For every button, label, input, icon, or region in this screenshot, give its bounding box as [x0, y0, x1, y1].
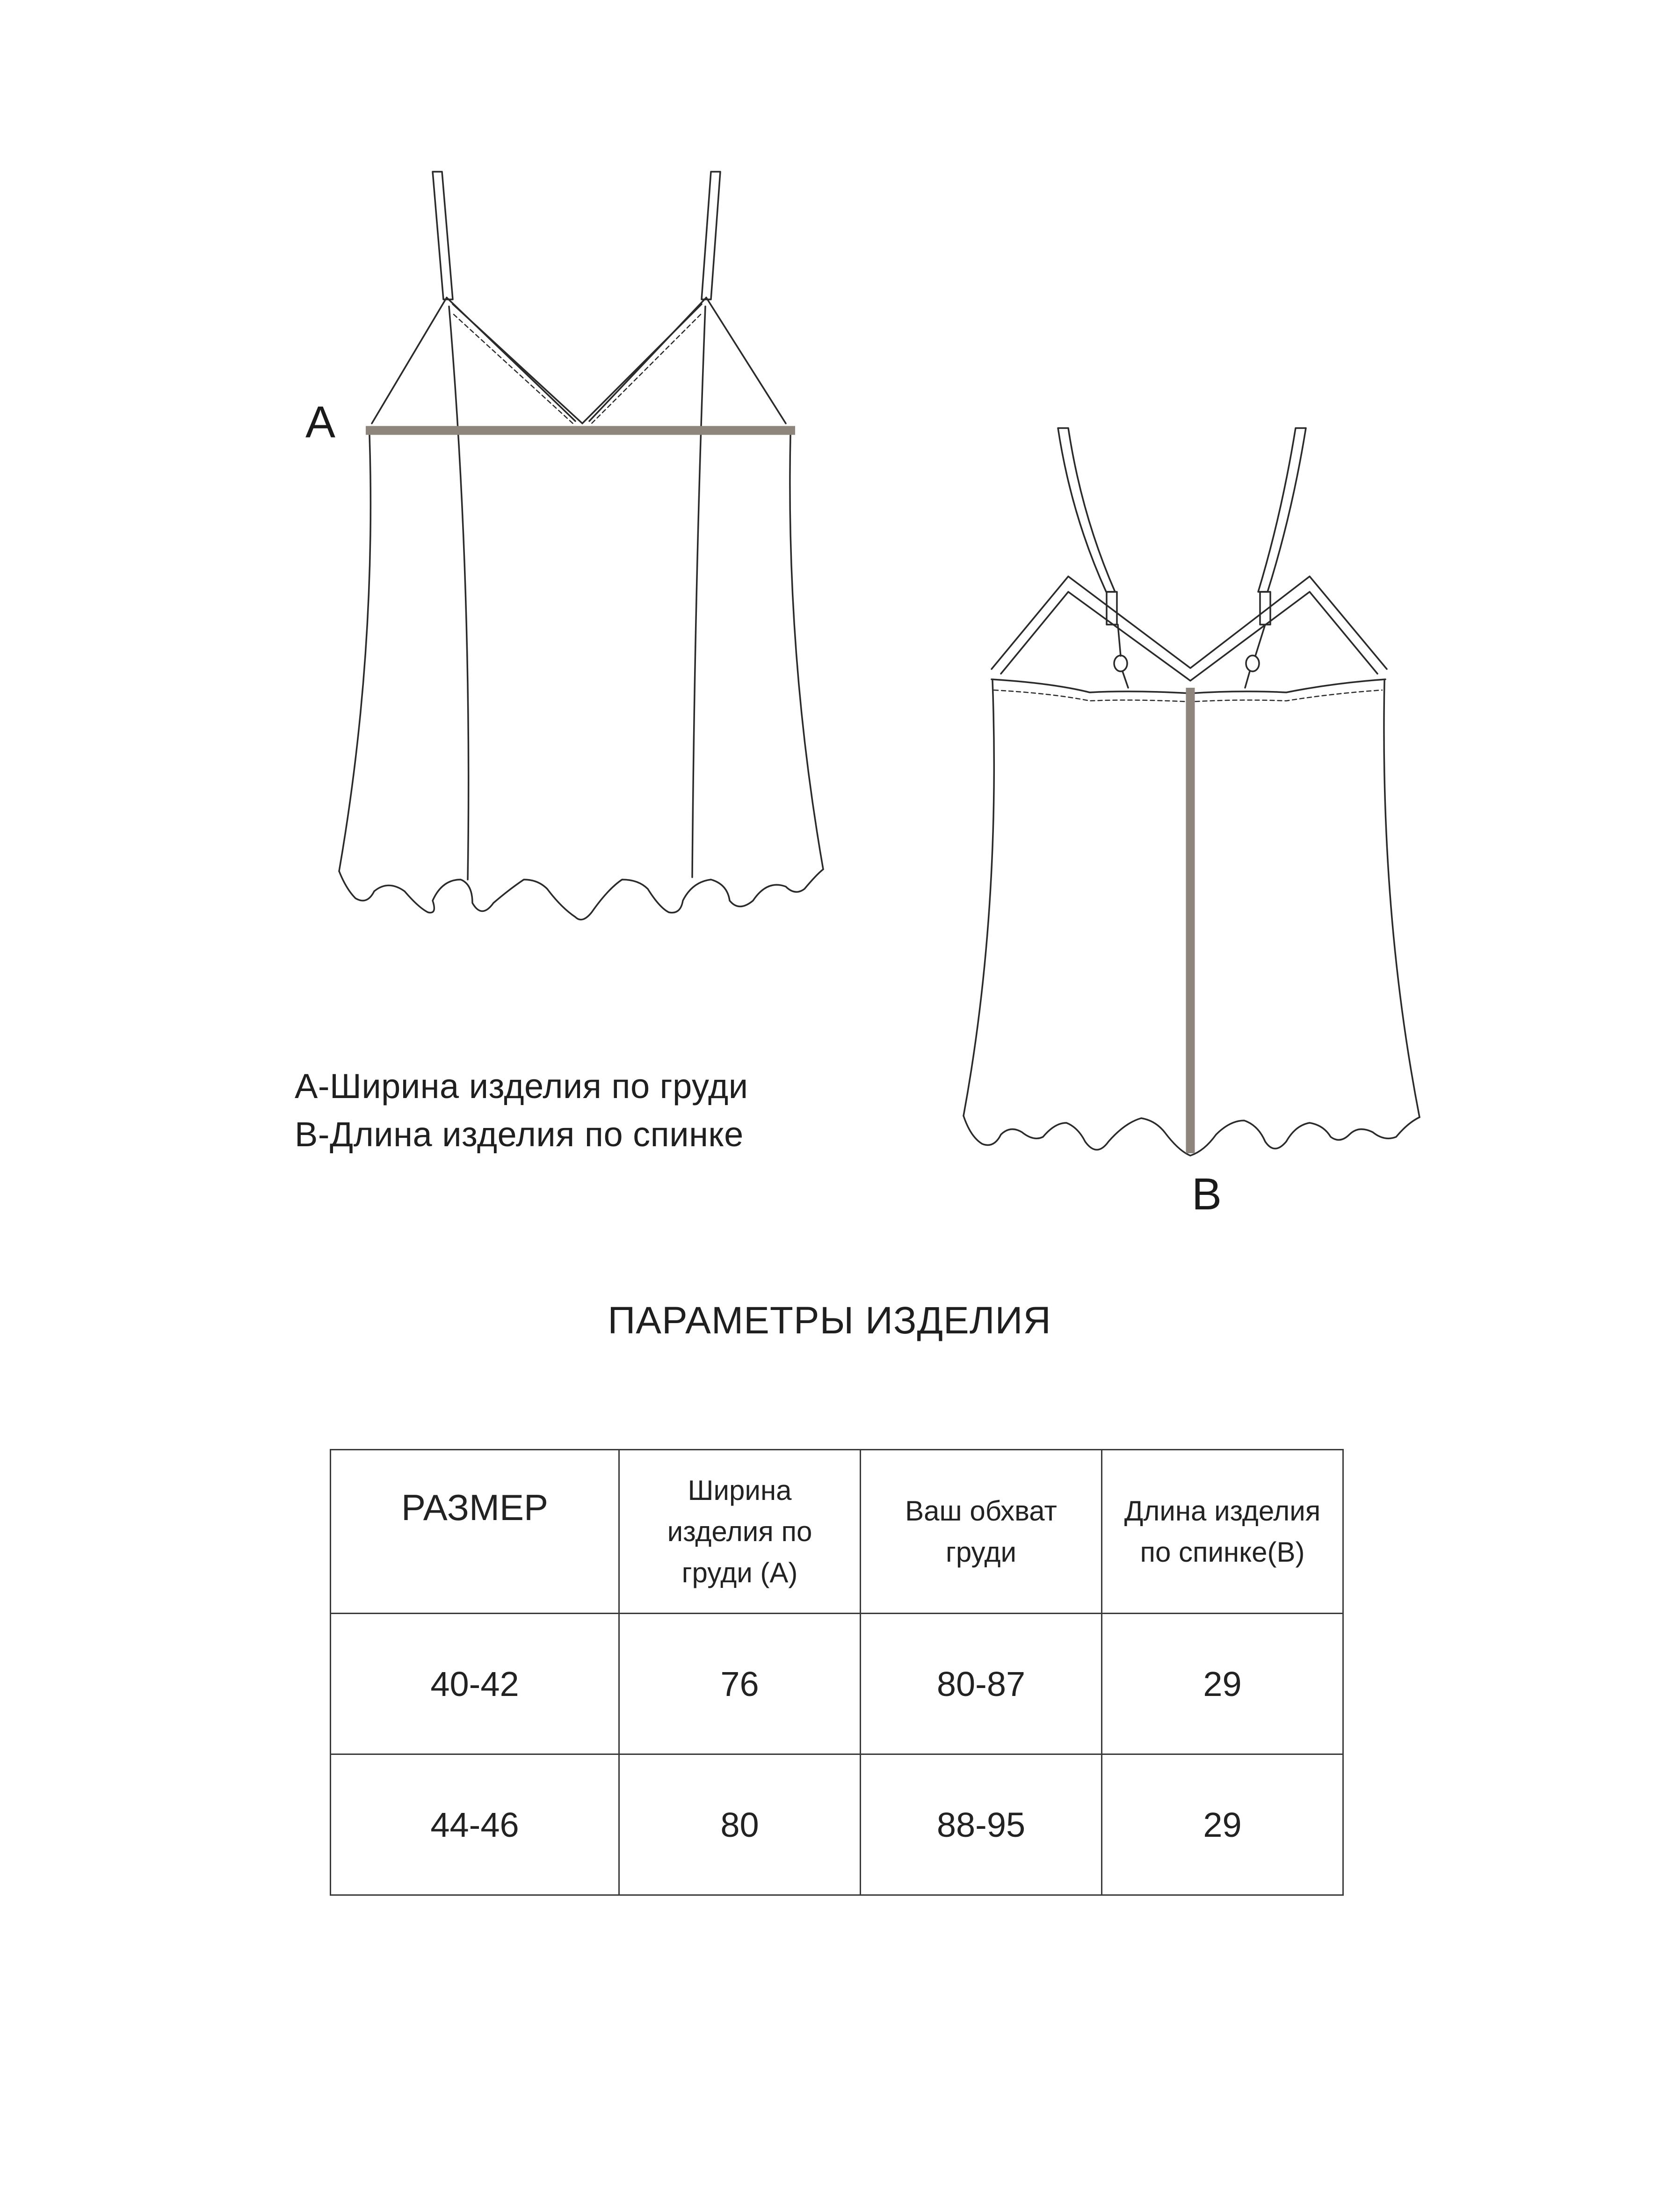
label-a: A: [305, 397, 336, 447]
table-cell: 29: [1102, 1754, 1343, 1895]
size-table: [330, 1449, 1344, 1896]
table-row: [331, 1614, 1343, 1754]
table-cell: 40-42: [331, 1614, 619, 1754]
table-cell: 44-46: [331, 1754, 619, 1895]
table-cell: 80: [619, 1754, 861, 1895]
table-header-row: [331, 1450, 1343, 1614]
header-back-length: Длина изделия по спинке(В): [1102, 1450, 1343, 1614]
table-cell: 29: [1102, 1614, 1343, 1754]
table-cell: 76: [619, 1614, 861, 1754]
table-cell: 88-95: [861, 1754, 1102, 1895]
table-cell: 80-87: [861, 1614, 1102, 1754]
legend-line-a: А-Ширина изделия по груди: [295, 1067, 748, 1106]
header-size: РАЗМЕР: [331, 1450, 619, 1614]
table-row: [331, 1754, 1343, 1895]
header-bust: Ваш обхват груди: [861, 1450, 1102, 1614]
legend-line-b: В-Длина изделия по спинке: [295, 1115, 744, 1154]
label-b: B: [1192, 1169, 1222, 1219]
front-view-garment: [339, 172, 823, 920]
page-title: ПАРАМЕТРЫ ИЗДЕЛИЯ: [608, 1299, 1051, 1342]
header-chest-width: Ширина изделия по груди (А): [619, 1450, 861, 1614]
